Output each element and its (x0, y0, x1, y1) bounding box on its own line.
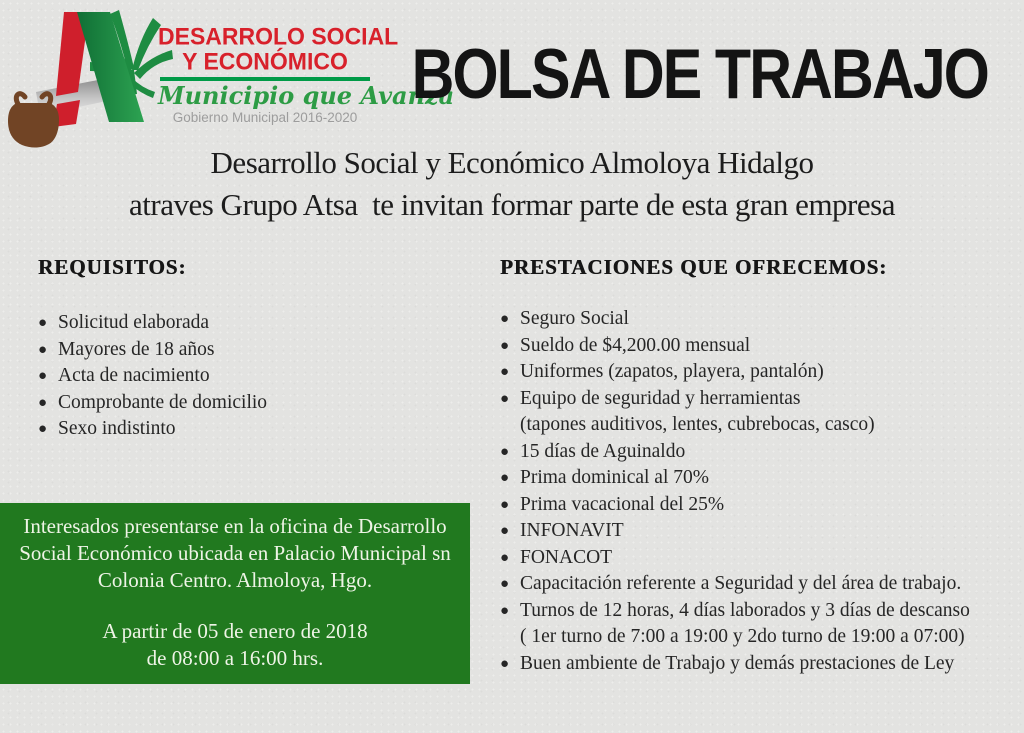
bullet-icon: ● (500, 602, 510, 619)
requirements-section (38, 255, 478, 443)
notice-line-5: de 08:00 a 16:00 hrs. (146, 646, 324, 670)
bullet-icon: ● (38, 421, 48, 437)
bullet-icon: ● (500, 443, 510, 460)
list-item (500, 439, 1024, 466)
list-item (500, 333, 1024, 360)
list-item-text: Equipo de seguridad y herramientas (520, 387, 801, 409)
notice-spacer (0, 594, 470, 618)
list-item-text: Seguro Social (520, 308, 629, 329)
bullet-icon: ● (500, 364, 510, 380)
list-item (38, 310, 478, 337)
list-item-text: Turnos de 12 horas, 4 días laborados y 3 días de descanso (520, 599, 970, 621)
list-item (38, 416, 478, 443)
notice-line-3: Colonia Centro. Almoloya, Hgo. (97, 568, 373, 592)
logo-government-text: Gobierno Municipal 2016-2020 (172, 110, 358, 125)
list-item (500, 571, 1024, 598)
notice-line-1: Interesados presentarse en la oficina de Desarrollo (23, 514, 447, 538)
notice-line-2: Social Económico ubicada en Palacio Municipal sn (19, 541, 451, 565)
bullet-icon: ● (500, 470, 510, 486)
list-item (500, 359, 1024, 386)
bullet-icon: ● (38, 368, 48, 384)
list-item (500, 598, 1024, 625)
notice-box (0, 503, 470, 684)
logo-name-line2: Y ECONÓMICO (182, 47, 348, 75)
list-item (500, 651, 1024, 678)
bullet-icon: ● (500, 390, 510, 407)
list-item-text: Prima vacacional del 25% (520, 493, 725, 515)
intro-line-2: atraves Grupo Atsa te invitan formar parte de esta gran empresa (129, 187, 895, 222)
list-item (38, 390, 478, 417)
list-item (500, 386, 1024, 413)
list-item-text: Mayores de 18 años (58, 338, 215, 360)
bullet-icon: ● (500, 523, 510, 539)
logo-tagline: Municipio que Avanza (158, 81, 455, 110)
bullet-icon: ● (500, 311, 510, 327)
list-item-continuation (500, 624, 1024, 651)
list-item-text: INFONAVIT (520, 520, 624, 541)
list-item-text: Prima dominical al 70% (520, 467, 710, 488)
benefits-heading: PRESTACIONES QUE OFRECEMOS: (500, 255, 888, 279)
list-item-text: 15 días de Aguinaldo (520, 440, 686, 462)
notice-line-4: A partir de 05 de enero de 2018 (102, 619, 368, 643)
benefits-section (500, 255, 1024, 677)
list-item (38, 337, 478, 364)
bullet-icon: ● (500, 576, 510, 592)
list-item-text: Buen ambiente de Trabajo y demás prestaciones de Ley (520, 652, 955, 674)
list-item (500, 545, 1024, 572)
list-item (500, 492, 1024, 519)
list-item (500, 465, 1024, 492)
list-item (500, 518, 1024, 545)
page-title: BOLSA DE TRABAJO (411, 35, 988, 114)
list-item (38, 363, 478, 390)
bullet-icon: ● (38, 315, 48, 331)
list-item-text: Sueldo de $4,200.00 mensual (520, 334, 751, 356)
list-item-text: (tapones auditivos, lentes, cubrebocas, casco) (520, 414, 875, 435)
requirements-list (38, 310, 478, 443)
list-item-text: FONACOT (520, 546, 613, 568)
list-item-text: Comprobante de domicilio (58, 391, 268, 413)
requirements-heading: REQUISITOS: (38, 255, 187, 279)
logo-wordmark (158, 22, 455, 126)
bullet-icon: ● (38, 394, 48, 411)
list-item-text: Uniformes (zapatos, playera, pantalón) (520, 361, 824, 382)
benefits-list (500, 306, 1024, 677)
list-item-text: Sexo indistinto (58, 418, 176, 439)
intro-line-1: Desarrollo Social y Económico Almoloya Hidalgo (210, 145, 814, 180)
clay-pot-icon (8, 94, 59, 148)
intro-text (0, 142, 1024, 226)
list-item-text: Solicitud elaborada (58, 312, 210, 333)
bullet-icon: ● (500, 337, 510, 354)
bullet-icon: ● (500, 549, 510, 566)
bullet-icon: ● (500, 496, 510, 513)
bullet-icon: ● (38, 341, 48, 358)
bullet-icon: ● (500, 655, 510, 672)
list-item-text: ( 1er turno de 7:00 a 19:00 y 2do turno de 19:00 a 07:00) (520, 626, 965, 647)
list-item-text: Capacitación referente a Seguridad y del área de trabajo. (520, 573, 962, 594)
list-item-text: Acta de nacimiento (58, 365, 210, 386)
list-item-continuation (500, 412, 1024, 439)
list-item (500, 306, 1024, 333)
logo-name-line1: DESARROLO SOCIAL (158, 22, 399, 50)
